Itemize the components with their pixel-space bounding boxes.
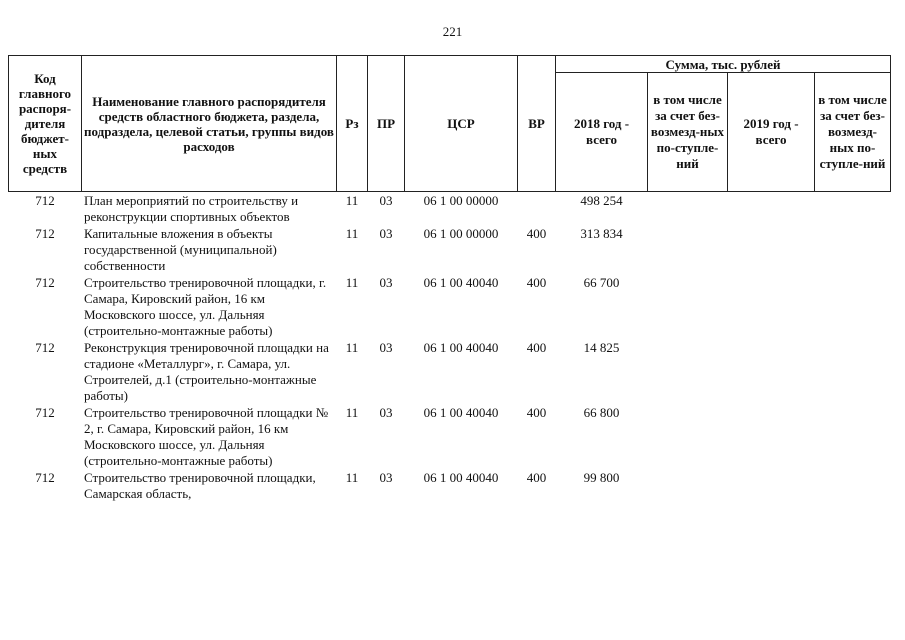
cell-2018-total: 313 834 — [556, 225, 648, 274]
cell-code: 712 — [9, 225, 82, 274]
cell-vr: 400 — [518, 225, 556, 274]
table-row — [9, 469, 891, 502]
cell-name: План мероприятий по строительству и реконструкции спортивных объектов — [82, 192, 337, 226]
cell-rz: 11 — [337, 339, 368, 404]
cell-vr: 400 — [518, 274, 556, 339]
cell-2018-total: 66 800 — [556, 404, 648, 469]
cell-2019-total — [728, 192, 815, 226]
header-2019-free: в том числе за счет без-возмезд-ных по-ступле-ний — [815, 73, 891, 192]
cell-2019-total — [728, 274, 815, 339]
cell-code: 712 — [9, 192, 82, 226]
cell-rz: 11 — [337, 274, 368, 339]
header-2018-free: в том числе за счет без-возмезд-ных по-ступле-ний — [648, 73, 728, 192]
cell-pr: 03 — [368, 274, 405, 339]
cell-2018-total: 498 254 — [556, 192, 648, 226]
cell-csr: 06 1 00 40040 — [405, 339, 518, 404]
cell-2019-free — [815, 192, 891, 226]
cell-2018-free — [648, 274, 728, 339]
cell-rz: 11 — [337, 469, 368, 502]
table-row — [9, 339, 891, 404]
cell-2019-total — [728, 404, 815, 469]
cell-2019-total — [728, 339, 815, 404]
cell-code: 712 — [9, 274, 82, 339]
cell-2019-total — [728, 225, 815, 274]
header-pr: ПР — [368, 56, 405, 192]
table-row — [9, 225, 891, 274]
cell-csr: 06 1 00 00000 — [405, 192, 518, 226]
cell-2018-free — [648, 339, 728, 404]
cell-2019-free — [815, 404, 891, 469]
cell-csr: 06 1 00 40040 — [405, 404, 518, 469]
cell-2018-free — [648, 225, 728, 274]
cell-code: 712 — [9, 339, 82, 404]
header-2019-total: 2019 год - всего — [728, 73, 815, 192]
table-body — [9, 192, 891, 503]
cell-rz: 11 — [337, 225, 368, 274]
cell-2019-free — [815, 274, 891, 339]
cell-name: Строительство тренировочной площадки № 2, г. Самара, Кировский район, 16 км Московского шоссе, ул. Дальняя (строительно-монтажные работы) — [82, 404, 337, 469]
cell-pr: 03 — [368, 404, 405, 469]
budget-table — [8, 55, 891, 502]
cell-csr: 06 1 00 00000 — [405, 225, 518, 274]
table-header — [9, 56, 891, 192]
page-number: 221 — [442, 24, 463, 39]
header-name: Наименование главного распорядителя средств областного бюджета, раздела, подраздела, целевой статьи, группы видов расходов — [82, 56, 337, 192]
cell-2018-total: 66 700 — [556, 274, 648, 339]
cell-code: 712 — [9, 404, 82, 469]
header-csr: ЦСР — [405, 56, 518, 192]
cell-2019-free — [815, 469, 891, 502]
cell-vr: 400 — [518, 404, 556, 469]
cell-csr: 06 1 00 40040 — [405, 469, 518, 502]
cell-pr: 03 — [368, 339, 405, 404]
cell-csr: 06 1 00 40040 — [405, 274, 518, 339]
cell-code: 712 — [9, 469, 82, 502]
header-code: Код главного распоря-дителя бюджет-ных средств — [9, 56, 82, 192]
cell-name: Строительство тренировочной площадки, Самарская область, — [82, 469, 337, 502]
cell-name: Строительство тренировочной площадки, г. Самара, Кировский район, 16 км Московского шоссе, ул. Дальняя (строительно-монтажные работы) — [82, 274, 337, 339]
cell-vr — [518, 192, 556, 226]
cell-pr: 03 — [368, 192, 405, 226]
cell-pr: 03 — [368, 225, 405, 274]
cell-vr: 400 — [518, 339, 556, 404]
header-2018-total: 2018 год - всего — [556, 73, 648, 192]
cell-2019-total — [728, 469, 815, 502]
header-sum-group: Сумма, тыс. рублей — [556, 56, 891, 73]
cell-rz: 11 — [337, 404, 368, 469]
cell-2018-total: 14 825 — [556, 339, 648, 404]
cell-name: Реконструкция тренировочной площадки на стадионе «Металлург», г. Самара, ул. Строителей, д.1 (строительно-монтажные работы) — [82, 339, 337, 404]
cell-2019-free — [815, 339, 891, 404]
cell-2019-free — [815, 225, 891, 274]
table-row — [9, 274, 891, 339]
header-rz: Рз — [337, 56, 368, 192]
cell-2018-free — [648, 469, 728, 502]
cell-pr: 03 — [368, 469, 405, 502]
cell-rz: 11 — [337, 192, 368, 226]
cell-2018-total: 99 800 — [556, 469, 648, 502]
cell-vr: 400 — [518, 469, 556, 502]
table-row — [9, 404, 891, 469]
cell-name: Капитальные вложения в объекты государственной (муниципальной) собственности — [82, 225, 337, 274]
cell-2018-free — [648, 404, 728, 469]
table-row — [9, 192, 891, 226]
header-vr: ВР — [518, 56, 556, 192]
cell-2018-free — [648, 192, 728, 226]
